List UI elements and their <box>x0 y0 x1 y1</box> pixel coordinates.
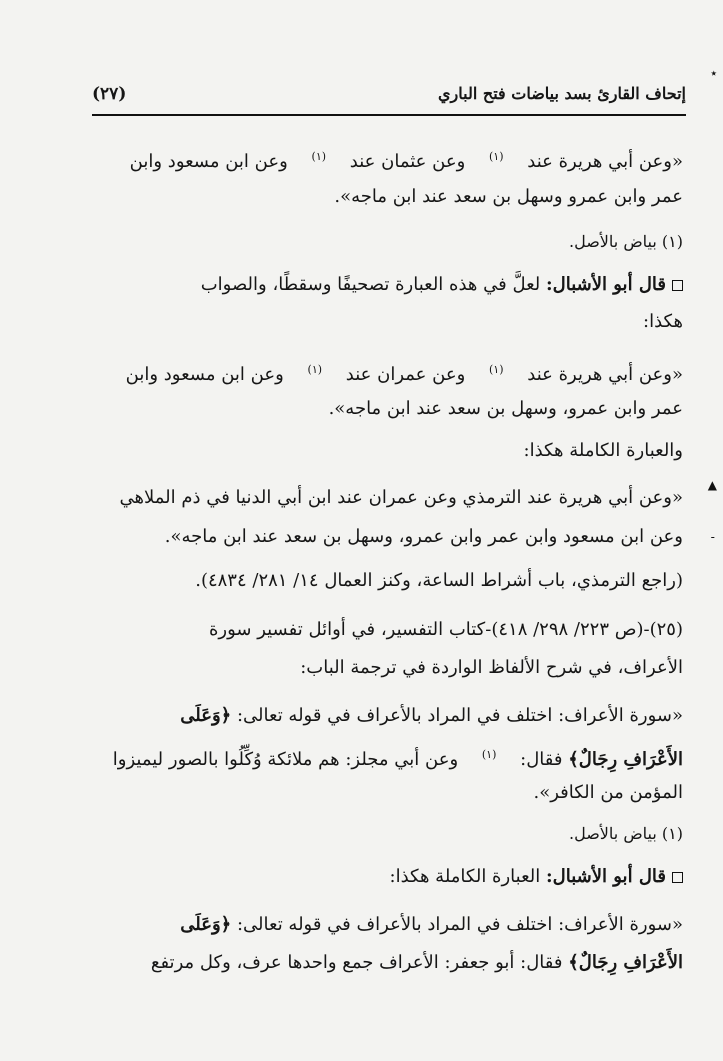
text-line-quote2-b: عمر وابن عمرو، وسهل بن سعد عند ابن ماجه». <box>328 398 683 419</box>
reference-line: (راجع الترمذي، باب أشراط الساعة، وكنز العمال ١٤/ ٢٨١/ ٤٨٣٤). <box>195 570 683 591</box>
complete-intro: والعبارة الكاملة هكذا: <box>523 440 683 461</box>
quote3-text-cont: وعن أبي مجلز: هم ملائكة وُكِّلُوا بالصور ليميزوا <box>112 749 459 770</box>
quote2-part-b: وعن عمران عند <box>345 364 466 385</box>
middle-edge-mark: ▲ <box>707 478 717 492</box>
ayah-start: ﴿وَعَلَى <box>180 705 232 726</box>
square-bullet-icon <box>672 872 683 883</box>
footnote-ref: (١) <box>489 150 504 163</box>
quote4-line-2 <box>43 950 683 976</box>
comment-text: لعلَّ في هذه العبارة تصحيفًا وسقطًا، والصواب <box>200 274 541 295</box>
text-line-quote2 <box>43 357 683 388</box>
complete-line-1: «وعن أبي هريرة عند الترمذي وعن عمران عند ابن أبي الدنيا في ذم الملاهي <box>119 487 683 508</box>
footnote-1: (١) بياض بالأصل. <box>569 232 683 251</box>
quote3-text: «سورة الأعراف: اختلف في المراد بالأعراف في قوله تعالى: <box>236 705 683 726</box>
comment-label: قال أبو الأشبال: <box>546 274 666 295</box>
quote4-text-cont: فقال: أبو جعفر: الأعراف جمع واحدها عرف، وكل مرتفع <box>150 952 563 973</box>
quote1-part-a: «وعن أبي هريرة عند <box>527 151 683 172</box>
top-edge-mark: ٭ <box>710 66 717 80</box>
footnote-ref: (١) <box>489 363 504 376</box>
quote2-part-a: «وعن أبي هريرة عند <box>527 364 683 385</box>
comment-1-continuation: هكذا: <box>643 311 683 332</box>
comment-2 <box>43 864 683 890</box>
book-title: إتحاف القارئ بسد بياضات فتح الباري <box>438 84 686 103</box>
footnote-2: (١) بياض بالأصل. <box>569 824 683 843</box>
quote3-line-3: المؤمن من الكافر». <box>533 782 683 803</box>
page-header <box>92 82 686 116</box>
text-line-2: عمر وابن عمرو وسهل بن سعد عند ابن ماجه». <box>334 186 683 207</box>
quote3-said: فقال: <box>520 749 563 770</box>
text-line-1 <box>43 144 683 175</box>
section-25-line-1: (٢٥)-(ص ٢٢٣/ ٢٩٨/ ٤١٨)-كتاب التفسير، في أوائل تفسير سورة <box>208 619 683 640</box>
footnote-ref: (١) <box>311 150 327 163</box>
ayah-end: الأَعْرَافِ رِجَالٌ﴾ <box>568 952 683 973</box>
quote3-line-1 <box>43 703 683 729</box>
side-edge-mark: - <box>710 530 715 544</box>
quote3-line-2 <box>43 742 683 773</box>
comment-label: قال أبو الأشبال: <box>546 866 666 887</box>
quote4-line-1 <box>43 912 683 938</box>
comment-text: العبارة الكاملة هكذا: <box>389 866 541 887</box>
quote1-part-b: وعن عثمان عند <box>349 151 466 172</box>
complete-line-2: وعن ابن مسعود وابن عمر وابن عمرو، وسهل بن سعد عند ابن ماجه». <box>164 526 683 547</box>
comment-1 <box>43 272 683 298</box>
quote2-part-c: وعن ابن مسعود وابن <box>125 364 284 385</box>
section-25-line-2: الأعراف، في شرح الألفاظ الواردة في ترجمة الباب: <box>300 657 683 678</box>
square-bullet-icon <box>672 280 683 291</box>
ayah-start: ﴿وَعَلَى <box>180 914 232 935</box>
page-number: (٢٧) <box>92 84 127 104</box>
ayah-end: الأَعْرَافِ رِجَالٌ﴾ <box>568 749 683 770</box>
footnote-ref: (١) <box>481 748 497 761</box>
footnote-ref: (١) <box>307 363 323 376</box>
quote1-part-c: وعن ابن مسعود وابن <box>129 151 288 172</box>
quote4-text: «سورة الأعراف: اختلف في المراد بالأعراف في قوله تعالى: <box>236 914 683 935</box>
